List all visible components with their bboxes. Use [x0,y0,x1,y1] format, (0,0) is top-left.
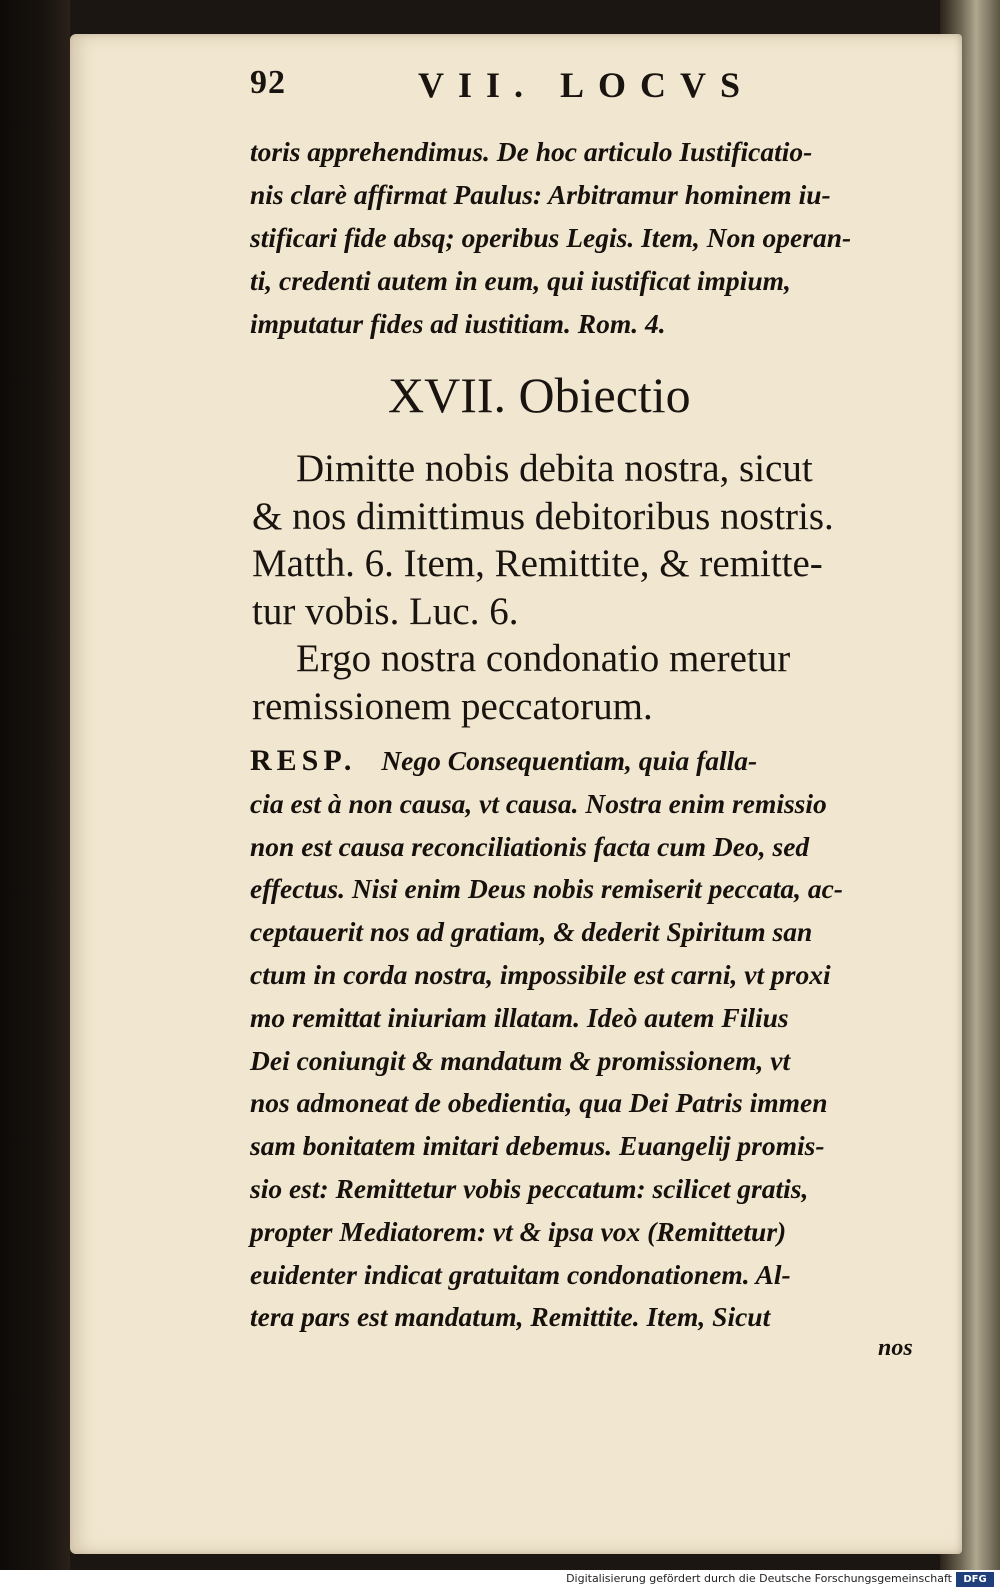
text-line: sam bonitatem imitari debemus. Euangelij promis- [250,1130,825,1162]
text-line: nis clarè affirmat Paulus: Arbitramur hominem iu- [250,179,831,210]
text-line: Dimitte nobis debita nostra, sicut [296,447,813,490]
text-line: mo remittat iniuriam illatam. Ideò autem Filius [250,1001,789,1033]
text-line: Matth. 6. Item, Remittite, & remitte- [252,542,823,585]
text-line: ceptauerit nos ad gratiam, & dederit Spiritum san [250,916,813,948]
text-line: effectus. Nisi enim Deus nobis remiserit peccata, ac- [250,873,843,905]
page-header [250,64,890,114]
text-line: sio est: Remittetur vobis peccatum: scilicet gratis, [250,1172,809,1204]
book-binding-edge [0,0,70,1590]
text-line: propter Mediatorem: vt & ipsa vox (Remittetur) [250,1215,787,1247]
running-head: VII. LOCVS [418,65,755,105]
text-line: non est causa reconciliationis facta cum Deo, sed [250,830,810,862]
dfg-logo: DFG [956,1572,994,1587]
text-line: imputatur fides ad iustitiam. Rom. 4. [250,308,666,339]
section-heading: XVII. Obiectio [388,367,691,423]
page-number: 92 [250,64,286,101]
text-line: euidenter indicat gratuitam condonationem. Al- [250,1258,791,1290]
digitization-footer [0,1570,1000,1590]
response-paragraph [250,740,940,1339]
text-line [250,740,940,783]
text-line: Dei coniungit & mandatum & promissionem, vt [250,1044,791,1076]
text-line: toris apprehendimus. De hoc articulo Iustificatio- [250,136,813,167]
text-line: cia est à non causa, vt causa. Nostra enim remissio [250,787,827,819]
text-line: ti, credenti autem in eum, qui iustificat impium, [250,265,791,296]
text-line: remissionem peccatorum. [252,684,653,728]
catchword: nos [878,1335,913,1361]
text-line: nos admoneat de obedientia, qua Dei Patris immen [250,1087,828,1119]
text-line: ctum in corda nostra, impossibile est carni, vt proxi [250,958,831,990]
text-line: tur vobis. Luc. 6. [252,589,519,633]
objection-text [252,445,942,730]
response-label: RESP. [250,744,357,777]
text-line: & nos dimittimus debitoribus nostris. [252,494,834,538]
text-line: Ergo nostra condonatio meretur [296,637,791,680]
text-line: stificari fide absq; operibus Legis. Item, Non operan- [250,222,852,253]
intro-paragraph [250,130,940,345]
response-first-line: Nego Consequentiam, quia falla- [381,745,758,776]
text-line: tera pars est mandatum, Remittite. Item, Sicut [250,1301,771,1333]
funding-credit: Digitalisierung gefördert durch die Deutsche Forschungsgemeinschaft [566,1572,952,1585]
